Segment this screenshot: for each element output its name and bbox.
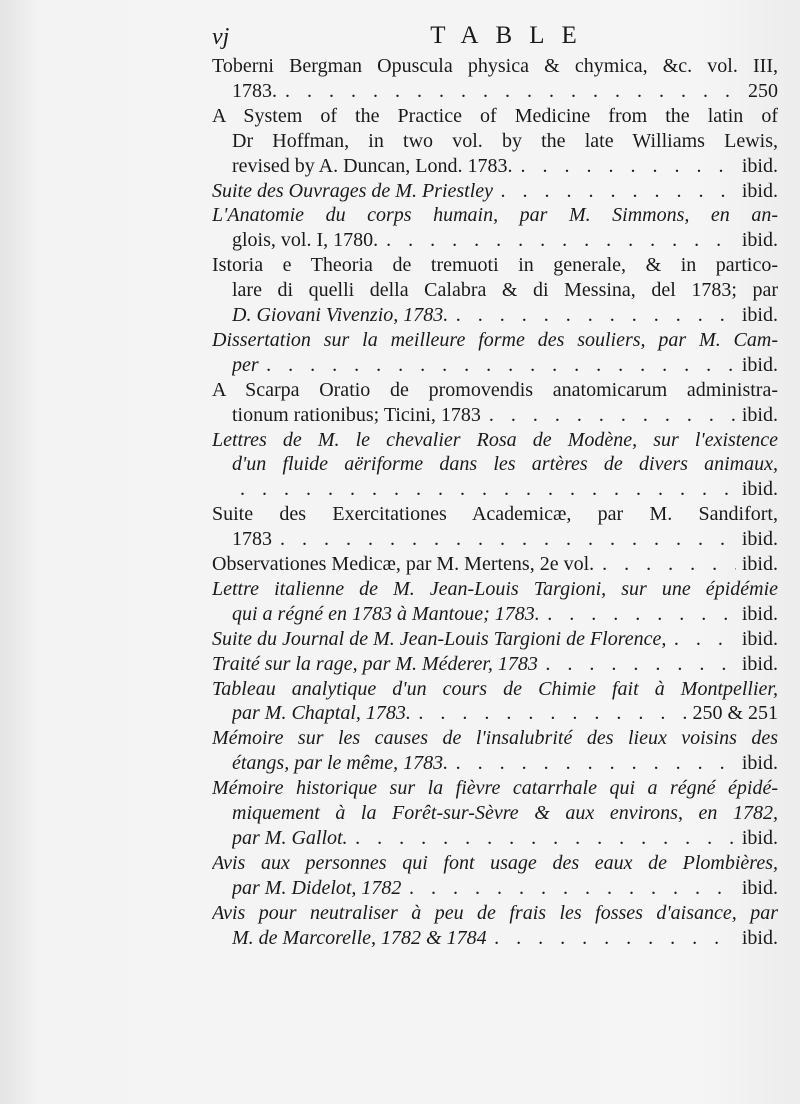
entry-text: revised by A. Duncan, Lond. 1783.: [232, 154, 513, 177]
dot-leader: [409, 876, 735, 901]
entry-line: Mémoire historique sur la fièvre catarrhale qui a régné épidé-: [212, 777, 778, 800]
page-reference: ibid.: [741, 652, 778, 675]
entry-continuation-line: [232, 527, 778, 552]
dot-leader: [386, 228, 736, 253]
entry-line: Dissertation sur la meilleure forme des souliers, par M. Cam-: [212, 328, 778, 351]
dot-leader: [240, 477, 736, 502]
entry-text: per: [232, 353, 259, 376]
entry-line: Toberni Bergman Opuscula physica & chymica, &c. vol. III,: [212, 55, 778, 77]
page-reference: ibid.: [741, 179, 778, 202]
dot-leader: [501, 179, 736, 204]
entry-text: M. de Marcorelle, 1782 & 1784: [232, 926, 487, 949]
dot-leader: [456, 303, 736, 328]
entry-line: Tableau analytique d'un cours de Chimie fait à Montpellier,: [212, 677, 778, 700]
page-reference: ibid.: [741, 304, 778, 326]
entry-line: Avis aux personnes qui font usage des eaux de Plombières,: [212, 851, 778, 874]
entry-text: par M. Gallot.: [232, 826, 348, 849]
entry-text: par M. Chaptal, 1783.: [232, 702, 411, 725]
entry-line: [212, 652, 778, 677]
entry-line: [212, 552, 778, 577]
entry-text: tionum rationibus; Ticini, 1783: [232, 403, 481, 426]
entry-text: étangs, par le même, 1783.: [232, 752, 449, 775]
dot-leader: [495, 926, 736, 951]
entry-continuation-line: [232, 826, 778, 851]
entry-continuation-line: [232, 303, 778, 328]
entry-continuation-line: Dr Hoffman, in two vol. by the late Williams Lewis,: [232, 129, 778, 152]
entry-text: par M. Didelot, 1782: [232, 876, 402, 899]
entry-continuation-line: lare di quelli della Calabra & di Messina, del 1783; par: [232, 279, 778, 302]
page-reference: ibid.: [741, 826, 778, 849]
dot-leader: [456, 751, 736, 776]
page-reference: ibid.: [741, 876, 778, 899]
entry-line: [212, 627, 778, 652]
page-reference: ibid.: [741, 926, 778, 949]
dot-leader: [267, 353, 736, 378]
dot-leader: [521, 154, 736, 179]
running-title: TABLE: [430, 22, 594, 49]
entry-line: [212, 179, 778, 204]
dot-leader: [285, 79, 742, 104]
page-reference: ibid.: [741, 403, 778, 426]
dot-leader: [419, 701, 687, 726]
entry-continuation-line: miquement à la Forêt-sur-Sèvre & aux environs, en 1782,: [232, 802, 778, 824]
page-reference: ibid.: [741, 353, 778, 376]
dot-leader: [280, 527, 736, 552]
entry-line: Suite des Exercitationes Academicæ, par M. Sandifort,: [212, 503, 778, 526]
entry-line: A Scarpa Oratio de promovendis anatomicarum administra-: [212, 378, 778, 401]
dot-leader: [489, 403, 736, 428]
entry-text: Suite du Journal de M. Jean-Louis Targioni de Florence,: [212, 627, 667, 650]
page-reference: ibid.: [741, 627, 778, 650]
entry-continuation-line: [232, 602, 778, 627]
entry-line: A System of the Practice of Medicine from the latin of: [212, 104, 778, 127]
entry-continuation-line: [232, 79, 778, 104]
page-reference: ibid.: [741, 478, 778, 501]
entry-text: glois, vol. I, 1780.: [232, 229, 379, 252]
page-reference: ibid.: [741, 154, 778, 177]
entry-text: Observationes Medicæ, par M. Mertens, 2e vol.: [212, 553, 595, 575]
page-reference: ibid.: [741, 752, 778, 775]
entry-continuation-line: [232, 403, 778, 428]
entry-text: qui a régné en 1783 à Mantoue; 1783.: [232, 602, 540, 625]
page-reference: 250 & 251: [692, 702, 778, 725]
entry-continuation-line: [232, 477, 778, 502]
entry-text: 1783.: [232, 79, 277, 102]
dot-leader: [602, 552, 736, 577]
page-reference: ibid.: [741, 229, 778, 252]
entry-text: D. Giovani Vivenzio, 1783.: [232, 304, 449, 326]
entry-continuation-line: [232, 926, 778, 951]
dot-leader: [674, 627, 735, 652]
dot-leader: [356, 826, 736, 851]
entry-line: Lettres de M. le chevalier Rosa de Modène, sur l'existence: [212, 428, 778, 451]
page-number: vj: [212, 24, 230, 50]
dot-leader: [548, 602, 736, 627]
entry-line: Istoria e Theoria de tremuoti in generale, & in partico-: [212, 254, 778, 277]
page-reference: ibid.: [741, 528, 778, 551]
entry-continuation-line: [232, 751, 778, 776]
entry-continuation-line: [232, 154, 778, 179]
entry-continuation-line: [232, 701, 778, 726]
entry-line: L'Anatomie du corps humain, par M. Simmons, en an-: [212, 204, 778, 227]
entry-continuation-line: [232, 228, 778, 253]
entry-line: Lettre italienne de M. Jean-Louis Targioni, sur une épidémie: [212, 577, 778, 600]
entry-line: Mémoire sur les causes de l'insalubrité des lieux voisins des: [212, 727, 778, 750]
entry-continuation-line: d'un fluide aëriforme dans les artères de divers animaux,: [232, 453, 778, 476]
dot-leader: [546, 652, 736, 677]
entry-line: Avis pour neutraliser à peu de frais les fosses d'aisance, par: [212, 901, 778, 924]
entry-text: Suite des Ouvrages de M. Priestley: [212, 179, 494, 202]
entry-continuation-line: [232, 353, 778, 378]
entry-text: Traité sur la rage, par M. Méderer, 1783: [212, 652, 538, 675]
entry-continuation-line: [232, 876, 778, 901]
entry-text: 1783: [232, 528, 272, 551]
page-reference: ibid.: [741, 553, 778, 575]
page-reference: 250: [748, 79, 778, 102]
page-reference: ibid.: [741, 602, 778, 625]
